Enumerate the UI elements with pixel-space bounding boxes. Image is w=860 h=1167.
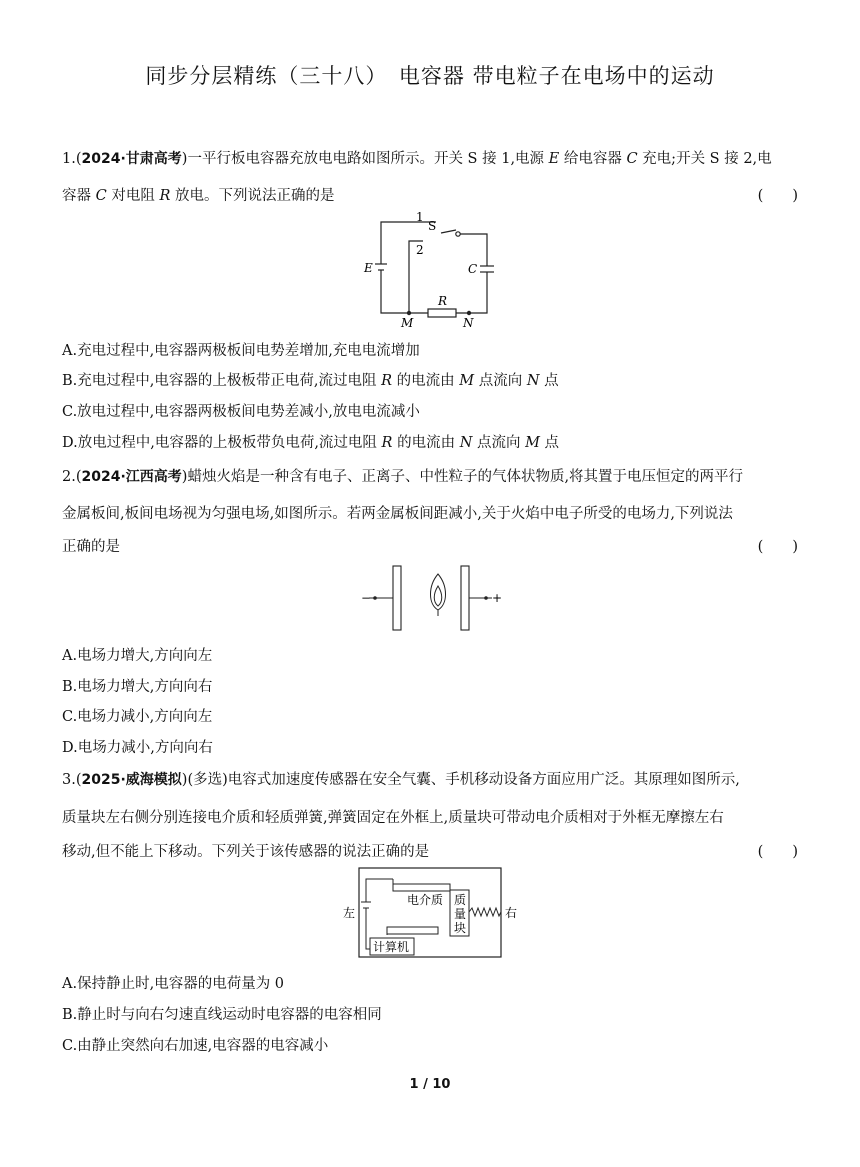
- q3-option-c: C.由静止突然向右加速,电容器的电容减小: [62, 1038, 329, 1054]
- q2-option-a: A.电场力增大,方向向左: [62, 648, 213, 664]
- q1-source: 2024·甘肃高考: [81, 151, 182, 167]
- q1-stem-line1: 1.(2024·甘肃高考)一平行板电容器充放电电路如图所示。开关 S 接 1,电源 E 给电容器 C 充电;开关 S 接 2,电: [62, 151, 772, 167]
- q3-stem-line3: 移动,但不能上下移动。下列关于该传感器的说法正确的是: [62, 844, 430, 860]
- q3-fig-mass-3: 块: [454, 921, 467, 935]
- q3-bottom-plate: [387, 927, 438, 934]
- q1-stem-line2: 容器 C 对电阻 R 放电。下列说法正确的是: [62, 188, 335, 204]
- q3-fig-mass-2: 量: [454, 907, 467, 921]
- q3-answer-paren: ( ): [757, 844, 798, 860]
- q1-option-a: A.充电过程中,电容器两极板间电势差增加,充电电流增加: [62, 343, 420, 359]
- q2-option-d: D.电场力减小,方向向右: [62, 740, 213, 756]
- q1-fig-E: E: [364, 261, 373, 275]
- q3-sensor-figure: [340, 864, 526, 962]
- q1-fig-R: R: [438, 294, 448, 308]
- q3-fig-mass-1: 质: [454, 893, 467, 907]
- q2-option-b: B.电场力增大,方向向右: [62, 679, 213, 695]
- flame-icon: [431, 574, 446, 616]
- q1-answer-paren: ( ): [757, 188, 798, 204]
- page-title: 同步分层精练（三十八） 电容器 带电粒子在电场中的运动: [145, 64, 715, 88]
- q3-source: 2025·威海模拟: [81, 772, 182, 788]
- q2-right-plate: [461, 566, 469, 630]
- q2-left-plate: [393, 566, 401, 630]
- q3-fig-dielectric: 电介质: [407, 893, 444, 907]
- q2-plates-figure: [358, 560, 504, 634]
- q2-source: 2024·江西高考: [81, 469, 182, 485]
- q3-option-a: A.保持静止时,电容器的电荷量为 0: [62, 976, 285, 992]
- q2-option-c: C.电场力减小,方向向左: [62, 709, 213, 725]
- q1-fig-pos2: 2: [416, 243, 424, 257]
- q1-fig-pos1: 1: [416, 210, 424, 224]
- q3-stem-line2: 质量块左右侧分别连接电介质和轻质弹簧,弹簧固定在外框上,质量块可带动电介质相对于外框无摩擦左右: [62, 810, 724, 826]
- page-number: 1 / 10: [409, 1077, 451, 1092]
- q1-option-d: D.放电过程中,电容器的上极板带负电荷,流过电阻 R 的电流由 N 点流向 M 点: [62, 435, 560, 451]
- q1-fig-M: M: [401, 316, 414, 330]
- q3-fig-computer: 计算机: [373, 940, 410, 954]
- q3-fig-right: 右: [505, 906, 518, 920]
- q1-fig-C: C: [468, 262, 478, 276]
- q3-top-plate: [393, 884, 450, 891]
- q2-fig-minus: −: [361, 591, 372, 605]
- q2-answer-paren: ( ): [757, 539, 798, 555]
- q2-stem-line2: 金属板间,板间电场视为匀强电场,如图所示。若两金属板间距减小,关于火焰中电子所受的电场力,下列说法: [62, 506, 733, 522]
- q1-option-b: B.充电过程中,电容器的上极板带正电荷,流过电阻 R 的电流由 M 点流向 N 点: [62, 373, 559, 389]
- q2-stem-line3: 正确的是: [62, 539, 120, 555]
- q2-fig-plus: +: [492, 591, 503, 605]
- q3-option-b: B.静止时与向右匀速直线运动时电容器的电容相同: [62, 1007, 382, 1023]
- q1-fig-N: N: [463, 316, 474, 330]
- q1-fig-switch: S: [428, 219, 437, 233]
- q3-stem-line1: 3.(2025·威海模拟)(多选)电容式加速度传感器在安全气囊、手机移动设备方面应用广泛。其原理如图所示,: [62, 772, 740, 788]
- q2-stem-line1: 2.(2024·江西高考)蜡烛火焰是一种含有电子、正离子、中性粒子的气体状物质,将其置于电压恒定的两平行: [62, 469, 744, 485]
- q1-option-c: C.放电过程中,电容器两极板间电势差减小,放电电流减小: [62, 404, 420, 420]
- q1-circuit-figure: [355, 208, 505, 330]
- q3-fig-left: 左: [343, 906, 356, 920]
